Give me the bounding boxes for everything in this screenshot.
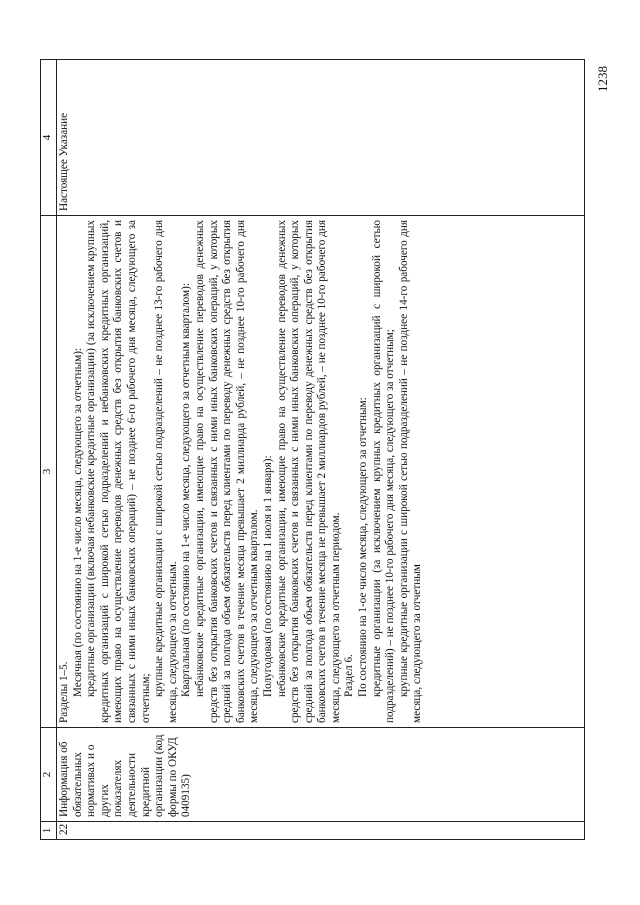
header-col-3: 3 [41, 216, 57, 728]
deadline-paragraph: крупные кредитные организации с широкой сетью подразделений – не позднее 14-го рабочего дня месяца, следующего за отчетным [397, 220, 424, 723]
deadline-paragraphs [58, 220, 425, 723]
deadlines-cell [57, 216, 585, 728]
deadline-paragraph: Квартальная (по состоянию на 1-е число месяца, следующего за отчетным кварталом): [180, 283, 193, 697]
header-col-4: 4 [41, 60, 57, 216]
header-col-2: 2 [41, 728, 57, 822]
reference-cell: Настоящее Указание [57, 60, 585, 216]
form-name-cell [57, 728, 585, 822]
header-col-1: 1 [41, 822, 57, 840]
deadline-paragraph: Месячная (по состоянию на 1-е число месяца, следующего за отчетным): [71, 347, 84, 697]
table-row [57, 60, 585, 840]
deadline-paragraph: крупные кредитные организации с широкой сетью подразделений – не позднее 13-го рабочего дня месяца, следующего за отчетным. [153, 220, 179, 723]
deadline-paragraph: Полугодовая (по состоянию на 1 июля и 1 января): [261, 455, 274, 697]
row-number: 22 [57, 822, 585, 840]
page-number: 1238 [595, 66, 610, 92]
deadline-paragraph: кредитные организации (включая небанковские кредитные организации) (за исключением крупных кредитных организаций с широкой сетью подразделений и небанковских кредитных организаций, имеющих право на осуществление переводов денежных средств без открытия банковских счетов и связанных с ними иных банковских операций) – не позднее 6-го рабочего дня месяца, следующего за отчетным; [85, 220, 152, 723]
deadline-paragraph: кредитные организации (за исключением крупных кредитных организаций с широкой сетью подразделений) – не позднее 10-го рабочего дня месяца, следующего за отчетным; [370, 220, 397, 723]
table-header-row [41, 60, 57, 840]
rotated-table-wrapper [40, 60, 585, 840]
deadline-paragraph: небанковские кредитные организации, имеющие право на осуществление переводов денежных средств без открытия банковских счетов и связанных с ними иных банковских операций, у которых средний за полгода объем обязательств перед клиентами по переводу денежных средств без открытия банковских счетов в течение месяца не превышает 2 миллиардов рублей, – не позднее 10-го рабочего дня месяца, следующего за отчетным периодом. [275, 220, 342, 723]
deadline-paragraph: Раздел 6. [343, 654, 356, 697]
deadline-paragraph: небанковские кредитные организации, имеющие право на осуществление переводов денежных средств без открытия банковских счетов и связанных с ними иных банковских операций, у которых средний за полгода объем обязательств перед клиентами по переводу денежных средств без открытия банковских счетов в течение месяца превышает 2 миллиарда рублей, – не позднее 10-го рабочего дня месяца, следующего за отчетным кварталом. [193, 220, 261, 723]
deadline-paragraph: Разделы 1–5. [58, 661, 70, 723]
deadline-paragraph: По состоянию на 1-ое число месяца, следующего за отчетным: [357, 397, 370, 697]
form-name: Информация об обязательных нормативах и о других показателях деятельности кредитной организации (код формы по ОКУД 0409135) [58, 734, 193, 817]
reporting-table [40, 59, 585, 840]
